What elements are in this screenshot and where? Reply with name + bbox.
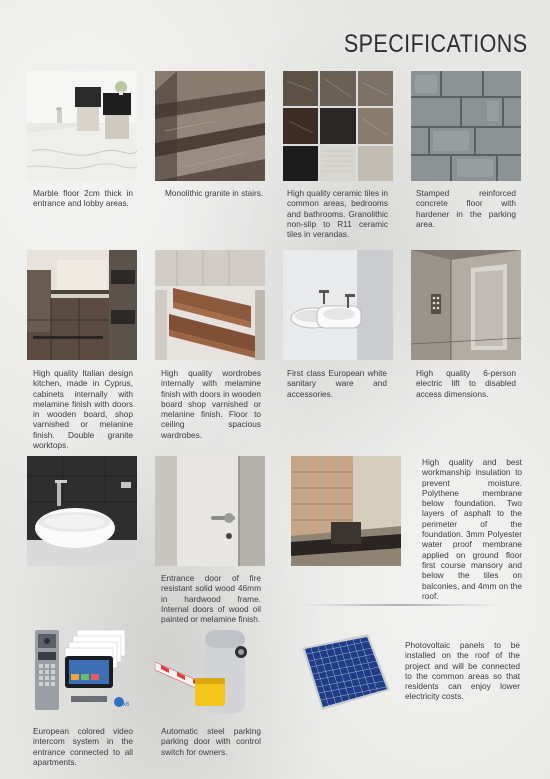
svg-text:x6: x6 [123,702,130,708]
door-caption: Entrance door of fire resistant solid wood 46mm in hardwood frame. Internal doors of wood oil painted or melamine finish. [161,573,261,625]
sanitary-caption: First class European white sanitary ware and accessories. [287,368,387,399]
intercom-caption: European colored video intercom system in the entrance connected to all apartments. [33,726,133,767]
lift-photo [411,250,521,360]
parking-barrier-photo [155,626,265,718]
concrete-caption: Stamped reinforced concrete floor with hardener in the parking area. [416,188,516,229]
barrier-caption: Automatic steel parking parking door with control switch for owners. [161,726,261,757]
ceramic-tiles-photo [283,71,393,181]
solar-panel-photo [298,630,393,715]
wardrobe-caption: High quality wordrobes internally with melamine finish with doors in wooden board shop varnished or melanine finish. Floor to ceiling spacious wardrobes. [161,368,261,440]
kitchen-photo [27,250,137,360]
intercom-photo [27,626,137,718]
granite-stairs-photo [155,71,265,181]
wardrobe-photo [155,250,265,360]
divider [300,604,500,606]
solar-caption: Photovoltaic panels to be installed on the roof of the project and will be connected to the common areas so that residents can enjoy lower electricity costs. [405,640,520,702]
entrance-door-photo [155,456,265,566]
stamped-concrete-photo [411,71,521,181]
wash-basin-photo [27,456,137,566]
stairs-caption: Monolithic granite in stairs. [165,188,264,198]
page-title: SPECIFICATIONS [344,30,528,58]
kitchen-caption: High quality Italian design kitchen, made in Cyprus, cabinets internally with melamine finish with doors in wooden board, shop varnished or melanine finish. Double granite worktops. [33,368,133,451]
insulation-photo [291,456,401,566]
ceramic-caption: High quality ceramic tiles in common areas, bedrooms and bathrooms. Granolithic non-slip to R11 ceramic tiles in verandas. [287,188,388,240]
insulation-caption: High quality and best workmanship insulation to prevent moisture. Polythene membrane below foundation. Two layers of asphalt to the perimeter of the foundation. 3mm Polyester water proof membrane applied on ground floor first course mansory and below the tiles on balconies, and 4mm on the roof. [422,457,522,601]
lift-caption: High quality 6-person electric lift to disabled access dimensions. [416,368,516,399]
sanitary-ware-photo [283,250,393,360]
marble-floor-photo [27,71,137,181]
marble-caption: Marble floor 2cm thick in entrance and lobby areas. [33,188,133,209]
